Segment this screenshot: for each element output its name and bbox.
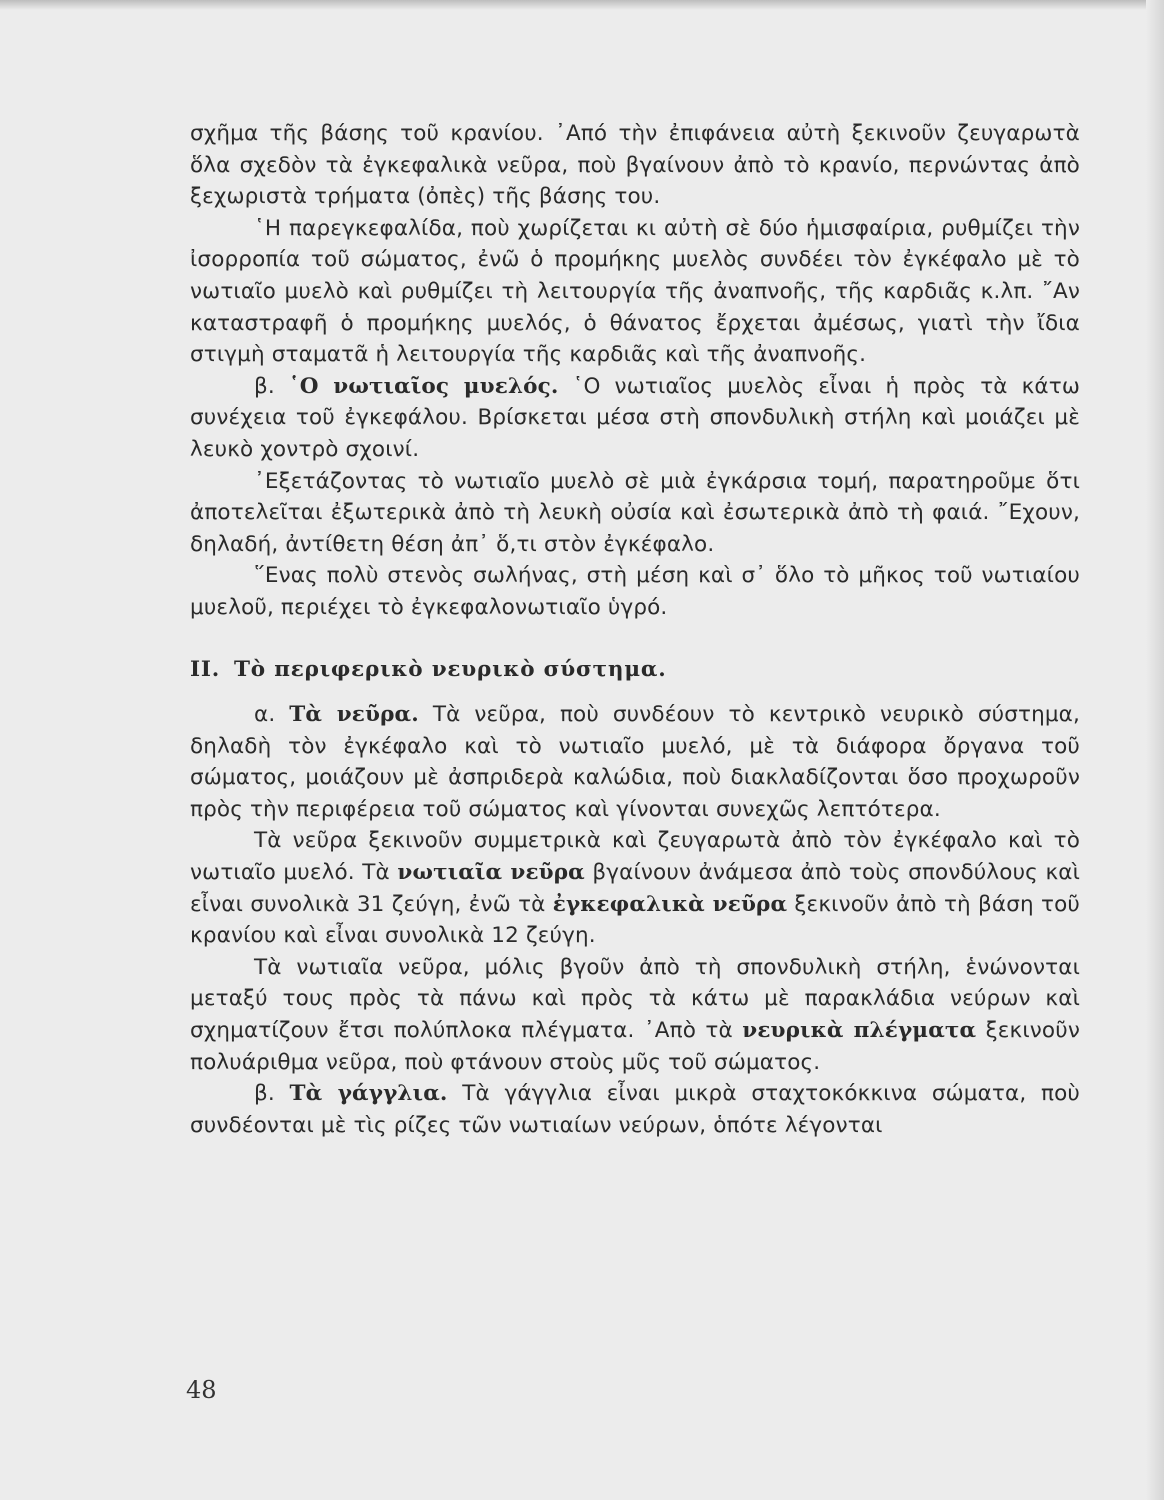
section-number: II.	[190, 656, 220, 682]
bold-term-nerves: Τὰ νεῦρα.	[289, 702, 419, 728]
paragraph-text: ξεκινοῦν ἀπὸ τὴ βάση τοῦ κρανίου καὶ εἶναι συνολικὰ 12 ζεύγη.	[190, 891, 1080, 949]
paragraph-text: Τὰ γάγγλια εἶναι μικρὰ σταχτοκόκκινα σώματα, ποὺ συνδέονται μὲ τὶς ρίζες τῶν νωτιαίων νεύρων, ὁπότε λέγονται	[190, 1081, 1080, 1138]
section-title: Τὸ περιφερικὸ νευρικὸ σύστημα.	[234, 656, 667, 682]
paragraph-plexuses	[190, 952, 1080, 1078]
paragraph-spinal-cord	[190, 371, 1080, 466]
scan-right-edge	[1146, 0, 1164, 1500]
bold-term-cranial-nerves: ἐγκεφαλικὰ νεῦρα	[552, 891, 788, 917]
paragraph-nerves	[190, 699, 1080, 825]
paragraph-text: ῾Ο νωτιαῖος μυελὸς εἶναι ἡ πρὸς τὰ κάτω συνέχεια τοῦ ἐγκεφάλου. Βρίσκεται μέσα στὴ σπονδυλικὴ στήλη καὶ μοιάζει μὲ λευκὸ χοντρὸ σχοινί.	[190, 373, 1080, 462]
section-heading-peripheral	[190, 654, 1080, 686]
paragraph-nerve-pairs	[190, 825, 1080, 951]
page-number: 48	[186, 1376, 217, 1404]
item-prefix: β.	[254, 373, 289, 399]
paragraph-central-canal: ῞Ενας πολὺ στενὸς σωλήνας, στὴ μέση καὶ σ᾿ ὅλο τὸ μῆκος τοῦ νωτιαίου μυελοῦ, περιέχει τὸ ἐγκεφαλονωτιαῖο ὑγρό.	[190, 563, 1080, 620]
scan-top-edge	[0, 0, 1164, 10]
paragraph-cross-section: ᾿Εξετάζοντας τὸ νωτιαῖο μυελὸ σὲ μιὰ ἐγκάρσια τομή, παρατηροῦμε ὅτι ἀποτελεῖται ἐξωτερικὰ ἀπὸ τὴ λευκὴ οὐσία καὶ ἐσωτερικὰ ἀπὸ τὴ φαιά. ῎Εχουν, δηλαδή, ἀντίθετη θέση ἀπ᾿ ὅ,τι στὸν ἐγκέφαλο.	[190, 468, 1080, 557]
paragraph-text: ξεκινοῦν πολυάριθμα νεῦρα, ποὺ φτάνουν στοὺς μῦς τοῦ σώματος.	[190, 1018, 1080, 1075]
bold-term-nerve-plexuses: νευρικὰ πλέγματα	[742, 1018, 977, 1044]
paragraph-text: Τὰ νεῦρα ξεκινοῦν συμμετρικὰ καὶ ζευγαρωτὰ ἀπὸ τὸν ἐγκέφαλο καὶ τὸ νωτιαῖο μυελό. Τὰ	[190, 828, 1080, 886]
paragraph-text: βγαίνουν ἀνάμεσα ἀπὸ τοὺς σπονδύλους καὶ εἶναι συνολικὰ 31 ζεύγη, ἐνῶ τὰ	[190, 860, 1081, 917]
paragraph-skull-base: σχῆμα τῆς βάσης τοῦ κρανίου. ᾿Από τὴν ἐπιφάνεια αὐτὴ ξεκινοῦν ζευγαρωτὰ ὅλα σχεδὸν τὰ ἐγκεφαλικὰ νεῦρα, ποὺ βγαίνουν ἀπὸ τὸ κρανίο, περνώντας ἀπὸ ξεχωριστὰ τρήματα (ὀπὲς) τῆς βάσης του.	[190, 121, 1080, 210]
item-prefix: α.	[254, 702, 290, 728]
paragraph-text: Τὰ νεῦρα, ποὺ συνδέουν τὸ κεντρικὸ νευρικὸ σύστημα, δηλαδὴ τὸν ἐγκέφαλο καὶ τὸ νωτιαῖο μυελό, μὲ τὰ διάφορα ὄργανα τοῦ σώματος, μοιάζουν μὲ ἀσπριδερὰ καλώδια, ποὺ διακλαδίζονται ὅσο προχωροῦν πρὸς τὴν περιφέρεια τοῦ σώματος καὶ γίνονται συνεχῶς λεπτότερα.	[190, 702, 1080, 822]
bold-term-spinal-cord: ῾Ο νωτιαῖος μυελός.	[288, 373, 559, 399]
paragraph-cerebellum: ῾Η παρεγκεφαλίδα, ποὺ χωρίζεται κι αὐτὴ σὲ δύο ἡμισφαίρια, ρυθμίζει τὴν ἰσορροπία τοῦ σώματος, ἐνῶ ὁ προμήκης μυελὸς συνδέει τὸν ἐγκέφαλο μὲ τὸ νωτιαῖο μυελὸ καὶ ρυθμίζει τὴ λειτουργία τῆς ἀναπνοῆς, τῆς καρδιᾶς κ.λπ. ῎Αν καταστραφῆ ὁ προμήκης μυελός, ὁ θάνατος ἔρχεται ἀμέσως, γιατὶ τὴν ἴδια στιγμὴ σταματᾶ ἡ λειτουργία τῆς καρδιᾶς καὶ τῆς ἀναπνοῆς.	[190, 215, 1080, 368]
paragraph-ganglia	[190, 1078, 1080, 1141]
page-body	[190, 118, 1080, 1141]
bold-term-spinal-nerves: νωτιαῖα νεῦρα	[397, 860, 585, 886]
item-prefix: β.	[254, 1081, 290, 1107]
paragraph-text: Τὰ νωτιαῖα νεῦρα, μόλις βγοῦν ἀπὸ τὴ σπονδυλικὴ στήλη, ἑνώνονται μεταξύ τους πρὸς τὰ πάνω καὶ πρὸς τὰ κάτω μὲ παρακλάδια νεύρων καὶ σχηματίζουν ἔτσι πολύπλοκα πλέγματα. ᾿Απὸ τὰ	[190, 954, 1080, 1044]
bold-term-ganglia: Τὰ γάγγλια.	[289, 1081, 448, 1107]
